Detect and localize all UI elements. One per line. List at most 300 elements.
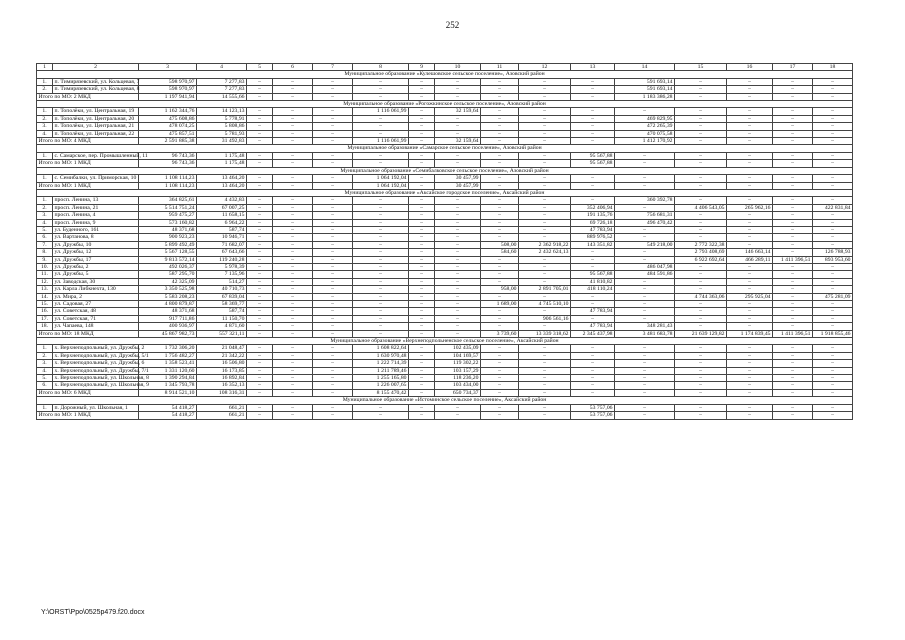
value-cell: – (273, 256, 313, 263)
value-cell: 21 048,47 (197, 345, 247, 352)
value-cell: 191 135,76 (571, 212, 615, 219)
value-cell: – (571, 345, 615, 352)
value-cell: – (615, 315, 675, 322)
value-cell: – (675, 197, 727, 204)
column-number: 10 (435, 64, 481, 71)
value-cell: – (313, 86, 353, 93)
total-value: – (571, 389, 615, 396)
value-cell: – (675, 115, 727, 122)
row-number: 6. (37, 382, 53, 389)
column-number: 6 (273, 64, 313, 71)
value-cell: – (409, 323, 435, 330)
value-cell: 95 567,88 (571, 152, 615, 159)
value-cell: – (435, 256, 481, 263)
value-cell: 48 371,68 (139, 308, 197, 315)
address-cell: х. Верхнеподпольный, ул. Школьная, 9 (54, 382, 149, 389)
value-cell: 103 434,00 (435, 382, 481, 389)
value-cell: 1 331 120,60 (139, 367, 197, 374)
total-value: – (481, 160, 519, 167)
row-number: 2. (37, 352, 53, 359)
value-cell: – (615, 308, 675, 315)
value-cell: – (481, 175, 519, 182)
value-cell: – (313, 308, 353, 315)
table-row (37, 301, 853, 308)
total-value: – (247, 182, 273, 189)
total-value: – (409, 182, 435, 189)
municipality-heading-row (37, 338, 853, 345)
value-cell: 67 839,04 (197, 293, 247, 300)
value-cell: – (727, 123, 773, 130)
value-cell: – (435, 219, 481, 226)
value-cell: 475 857,51 (139, 130, 197, 137)
value-cell: – (247, 286, 273, 293)
value-cell: – (727, 367, 773, 374)
value-cell: – (615, 360, 675, 367)
value-cell: – (675, 219, 727, 226)
value-cell: – (481, 375, 519, 382)
total-value: – (273, 412, 313, 419)
row-number: 1. (37, 404, 53, 411)
value-cell: – (409, 130, 435, 137)
value-cell: – (273, 286, 313, 293)
value-cell: – (675, 152, 727, 159)
value-cell: – (353, 226, 409, 233)
value-cell: – (313, 315, 353, 322)
value-cell: 486 047,98 (615, 263, 675, 270)
column-number: 14 (615, 64, 675, 71)
value-cell: – (435, 271, 481, 278)
value-cell: – (675, 286, 727, 293)
value-cell: – (813, 86, 853, 93)
value-cell: – (813, 345, 853, 352)
value-cell: – (727, 278, 773, 285)
value-cell: 492 026,37 (139, 263, 197, 270)
value-cell: – (435, 241, 481, 248)
value-cell: 6 964,22 (197, 219, 247, 226)
address-cell: просп. Ленина, 4 (53, 212, 139, 219)
value-cell: – (571, 360, 615, 367)
value-cell: 5 808,86 (197, 123, 247, 130)
total-value: – (727, 138, 773, 145)
row-number: 11. (37, 271, 53, 278)
value-cell: 360 392,78 (615, 197, 675, 204)
total-value: – (813, 389, 853, 396)
file-path: Y:\ORST\Ppo\0525p479.f20.docx (41, 609, 145, 616)
table-row (37, 286, 853, 293)
total-value: – (273, 182, 313, 189)
value-cell: 6 922 692,64 (675, 256, 727, 263)
municipality-heading: Муниципальное образование «Рогожкинское сельское поселение», Азовский район (37, 101, 853, 108)
value-cell: 661,21 (197, 404, 247, 411)
value-cell: – (519, 345, 571, 352)
value-cell: – (409, 78, 435, 85)
value-cell: – (247, 367, 273, 374)
value-cell: – (409, 271, 435, 278)
value-cell: – (675, 382, 727, 389)
total-value: – (773, 389, 813, 396)
value-cell: – (773, 286, 813, 293)
value-cell: – (435, 323, 481, 330)
value-cell: – (813, 212, 853, 219)
value-cell: – (727, 108, 773, 115)
total-value: – (247, 93, 273, 100)
municipality-heading: Муниципальное образование «Самарское сельское поселение», Азовский район (37, 145, 853, 152)
value-cell: – (353, 115, 409, 122)
table-row (37, 293, 853, 300)
value-cell: 475 608,86 (139, 115, 197, 122)
value-cell: – (313, 256, 353, 263)
value-cell: – (313, 108, 353, 115)
value-cell: – (813, 241, 853, 248)
value-cell: 917 711,86 (139, 315, 197, 322)
municipality-heading: Муниципальное образование «Семибалковское сельское поселение», Азовский район (37, 167, 853, 174)
total-value: – (409, 389, 435, 396)
municipality-heading: Муниципальное образование «Кулешовское сельское поселение», Азовский район (37, 71, 853, 78)
row-number: 2. (37, 204, 53, 211)
value-cell: – (813, 278, 853, 285)
value-cell: 104 169,57 (435, 352, 481, 359)
value-cell: – (435, 204, 481, 211)
table-row (37, 152, 853, 159)
value-cell: 508,00 (481, 241, 519, 248)
value-cell: – (273, 271, 313, 278)
value-cell: – (353, 152, 409, 159)
value-cell: – (727, 115, 773, 122)
value-cell: – (247, 308, 273, 315)
address-cell: ул. Советская, 48 (53, 308, 139, 315)
value-cell: – (773, 323, 813, 330)
value-cell: – (519, 360, 571, 367)
total-value: – (247, 412, 273, 419)
table-row (37, 360, 853, 367)
value-cell: – (273, 345, 313, 352)
value-cell: – (481, 293, 519, 300)
address-cell: п. Тополёки, ул. Центральная, 22 (53, 130, 139, 137)
value-cell: – (675, 323, 727, 330)
value-cell: – (727, 234, 773, 241)
value-cell: – (519, 204, 571, 211)
value-cell: – (571, 352, 615, 359)
value-cell: – (353, 86, 409, 93)
value-cell: – (727, 308, 773, 315)
value-cell: – (409, 308, 435, 315)
value-cell: – (273, 249, 313, 256)
address-cell: п. Дорожный, ул. Школьная, 1 (53, 404, 139, 411)
value-cell: – (773, 175, 813, 182)
value-cell: – (813, 219, 853, 226)
value-cell: – (773, 278, 813, 285)
total-value: – (353, 93, 409, 100)
value-cell: 756 681,31 (615, 212, 675, 219)
value-cell: – (675, 301, 727, 308)
value-cell: 1 064 192,04 (353, 175, 409, 182)
value-cell: – (615, 345, 675, 352)
value-cell: 47 783,94 (571, 226, 615, 233)
value-cell: – (481, 234, 519, 241)
value-cell: – (273, 360, 313, 367)
value-cell: – (727, 212, 773, 219)
value-cell: 5 567 128,55 (139, 249, 197, 256)
value-cell: 30 457,99 (435, 175, 481, 182)
table-row (37, 249, 853, 256)
value-cell: – (727, 375, 773, 382)
address-cell: х. Верхнеподпольный, ул. Школьная, 8 (54, 375, 149, 382)
value-cell: – (813, 315, 853, 322)
value-cell: – (313, 78, 353, 85)
value-cell: 9 813 572,14 (139, 256, 197, 263)
total-value: – (273, 138, 313, 145)
value-cell: – (247, 123, 273, 130)
value-cell: – (481, 308, 519, 315)
value-cell: – (813, 152, 853, 159)
total-value: – (247, 160, 273, 167)
total-value: – (813, 160, 853, 167)
value-cell: – (313, 130, 353, 137)
address-cell: п. Тополёки, ул. Центральная, 20 (53, 115, 139, 122)
value-cell: – (727, 352, 773, 359)
value-cell: – (481, 315, 519, 322)
total-value: 13 339 318,62 (519, 330, 571, 337)
value-cell: – (675, 130, 727, 137)
total-value: – (409, 138, 435, 145)
value-cell: 587 295,70 (139, 271, 197, 278)
value-cell: – (247, 404, 273, 411)
row-number: 3. (37, 360, 53, 367)
value-cell: 10 946,71 (197, 234, 247, 241)
value-cell: 32 159,64 (435, 108, 481, 115)
value-cell: – (435, 130, 481, 137)
value-cell: – (519, 219, 571, 226)
value-cell: – (519, 108, 571, 115)
address-cell: ул. Карла Либкнехта, 130 (53, 286, 139, 293)
value-cell: 1 756 482,27 (139, 352, 197, 359)
value-cell: 5 778,91 (197, 115, 247, 122)
value-cell: – (353, 123, 409, 130)
total-value: – (813, 93, 853, 100)
value-cell: – (273, 315, 313, 322)
value-cell: – (481, 323, 519, 330)
value-cell: – (313, 286, 353, 293)
value-cell: 584,60 (481, 249, 519, 256)
table-row (37, 271, 853, 278)
total-value: – (675, 138, 727, 145)
value-cell: – (519, 78, 571, 85)
value-cell: 7 135,96 (197, 271, 247, 278)
value-cell: – (773, 108, 813, 115)
value-cell: – (571, 375, 615, 382)
value-cell: – (273, 234, 313, 241)
value-cell: – (727, 226, 773, 233)
address-cell: п. Тимирязевский, ул. Кольцевая, 8 (54, 86, 140, 93)
value-cell: – (571, 301, 615, 308)
total-value: 650 734,37 (435, 389, 481, 396)
value-cell: – (727, 286, 773, 293)
value-cell: – (519, 152, 571, 159)
value-cell: – (247, 78, 273, 85)
value-cell: – (813, 108, 853, 115)
value-cell: – (353, 404, 409, 411)
value-cell: – (519, 86, 571, 93)
value-cell: – (313, 382, 353, 389)
value-cell: – (773, 263, 813, 270)
value-cell: – (353, 241, 409, 248)
value-cell: – (481, 108, 519, 115)
value-cell: 16 352,13 (197, 382, 247, 389)
column-number: 2 (53, 64, 139, 71)
value-cell: – (519, 308, 571, 315)
value-cell: 103 157,29 (435, 367, 481, 374)
total-value: – (615, 412, 675, 419)
value-cell: – (675, 271, 727, 278)
value-cell: 591 693,14 (615, 78, 675, 85)
total-value: – (353, 330, 409, 337)
value-cell: – (773, 115, 813, 122)
value-cell: – (353, 293, 409, 300)
total-value: – (675, 412, 727, 419)
municipality-heading-row (37, 71, 853, 78)
value-cell: 1 255 165,80 (353, 375, 409, 382)
value-cell: – (615, 226, 675, 233)
address-cell: с. Самарское, пер. Промышленный, 11 (54, 152, 148, 159)
value-cell: 5 514 751,24 (139, 204, 197, 211)
total-value: – (313, 330, 353, 337)
value-cell: – (727, 78, 773, 85)
column-number: 18 (813, 64, 853, 71)
value-cell: – (435, 123, 481, 130)
value-cell: – (727, 152, 773, 159)
value-cell: – (273, 212, 313, 219)
total-value: – (773, 138, 813, 145)
value-cell: – (247, 226, 273, 233)
value-cell: – (519, 123, 571, 130)
value-cell: – (615, 204, 675, 211)
value-cell: – (773, 130, 813, 137)
value-cell: – (273, 204, 313, 211)
value-cell: – (519, 382, 571, 389)
value-cell: 478 074,25 (139, 123, 197, 130)
value-cell: 348 281,43 (615, 323, 675, 330)
value-cell: – (615, 234, 675, 241)
total-row (37, 138, 853, 145)
value-cell: – (353, 234, 409, 241)
column-number: 5 (247, 64, 273, 71)
total-label: Итого по МО: 18 МКД (37, 330, 139, 337)
value-cell: 58 369,77 (197, 301, 247, 308)
table-row (37, 323, 853, 330)
value-cell: – (409, 241, 435, 248)
value-cell: – (481, 130, 519, 137)
value-cell: – (409, 197, 435, 204)
value-cell: – (727, 175, 773, 182)
value-cell: – (247, 278, 273, 285)
value-cell: – (571, 175, 615, 182)
value-cell: – (481, 197, 519, 204)
value-cell: – (435, 212, 481, 219)
value-cell: – (773, 382, 813, 389)
value-cell: 143 351,82 (571, 241, 615, 248)
value-cell: – (519, 323, 571, 330)
value-cell: – (409, 226, 435, 233)
value-cell: – (675, 278, 727, 285)
column-number: 1 (37, 64, 53, 71)
value-cell: – (273, 263, 313, 270)
value-cell: – (273, 278, 313, 285)
page-number: 252 (445, 20, 460, 30)
total-value: 13 464,20 (197, 182, 247, 189)
value-cell: – (273, 115, 313, 122)
row-number: 2. (37, 115, 53, 122)
value-cell: – (353, 249, 409, 256)
total-value: – (313, 389, 353, 396)
value-cell: – (519, 226, 571, 233)
value-cell: – (247, 249, 273, 256)
address-cell: ул. Советская, 71 (53, 315, 139, 322)
value-cell: 496 470,42 (615, 219, 675, 226)
total-row (37, 412, 853, 419)
value-cell: – (247, 301, 273, 308)
row-number: 18. (37, 323, 53, 330)
table-row (37, 197, 853, 204)
value-cell: – (773, 212, 813, 219)
value-cell: – (273, 175, 313, 182)
value-cell: – (313, 404, 353, 411)
total-value: 1 412 170,92 (615, 138, 675, 145)
municipality-heading-row (37, 189, 853, 196)
table-row (37, 175, 853, 182)
value-cell: – (481, 152, 519, 159)
row-number: 5. (37, 375, 53, 382)
value-cell: – (615, 249, 675, 256)
table-row (37, 263, 853, 270)
value-cell: – (353, 130, 409, 137)
value-cell: 5 583 208,23 (139, 293, 197, 300)
value-cell: – (571, 315, 615, 322)
value-cell: – (571, 130, 615, 137)
total-value: 53 757,06 (571, 412, 615, 419)
column-number: 16 (727, 64, 773, 71)
value-cell: – (773, 345, 813, 352)
value-cell: – (675, 345, 727, 352)
value-cell: – (409, 86, 435, 93)
address-cell: п. Тополёки, ул. Центральная, 21 (53, 123, 139, 130)
value-cell: 42 325,09 (139, 278, 197, 285)
value-cell: – (519, 375, 571, 382)
total-value: 1 411 396,51 (773, 330, 813, 337)
value-cell: – (247, 293, 273, 300)
total-value: – (571, 93, 615, 100)
value-cell: 2 772 322,38 (675, 241, 727, 248)
total-value: 3 739,60 (481, 330, 519, 337)
column-number: 17 (773, 64, 813, 71)
row-number: 1. (37, 152, 53, 159)
total-value: – (481, 93, 519, 100)
address-cell: просп. Ленина, 21 (53, 204, 139, 211)
row-number: 1. (37, 345, 53, 352)
column-number-row (37, 64, 853, 71)
value-cell: – (773, 226, 813, 233)
total-value: – (313, 138, 353, 145)
total-value: – (435, 330, 481, 337)
value-cell: – (675, 226, 727, 233)
table-row (37, 315, 853, 322)
value-cell: 47 783,94 (571, 323, 615, 330)
row-number: 17. (37, 315, 53, 322)
value-cell: – (571, 123, 615, 130)
value-cell: – (615, 175, 675, 182)
value-cell: – (435, 308, 481, 315)
value-cell: 119 240,28 (197, 256, 247, 263)
value-cell: – (773, 308, 813, 315)
